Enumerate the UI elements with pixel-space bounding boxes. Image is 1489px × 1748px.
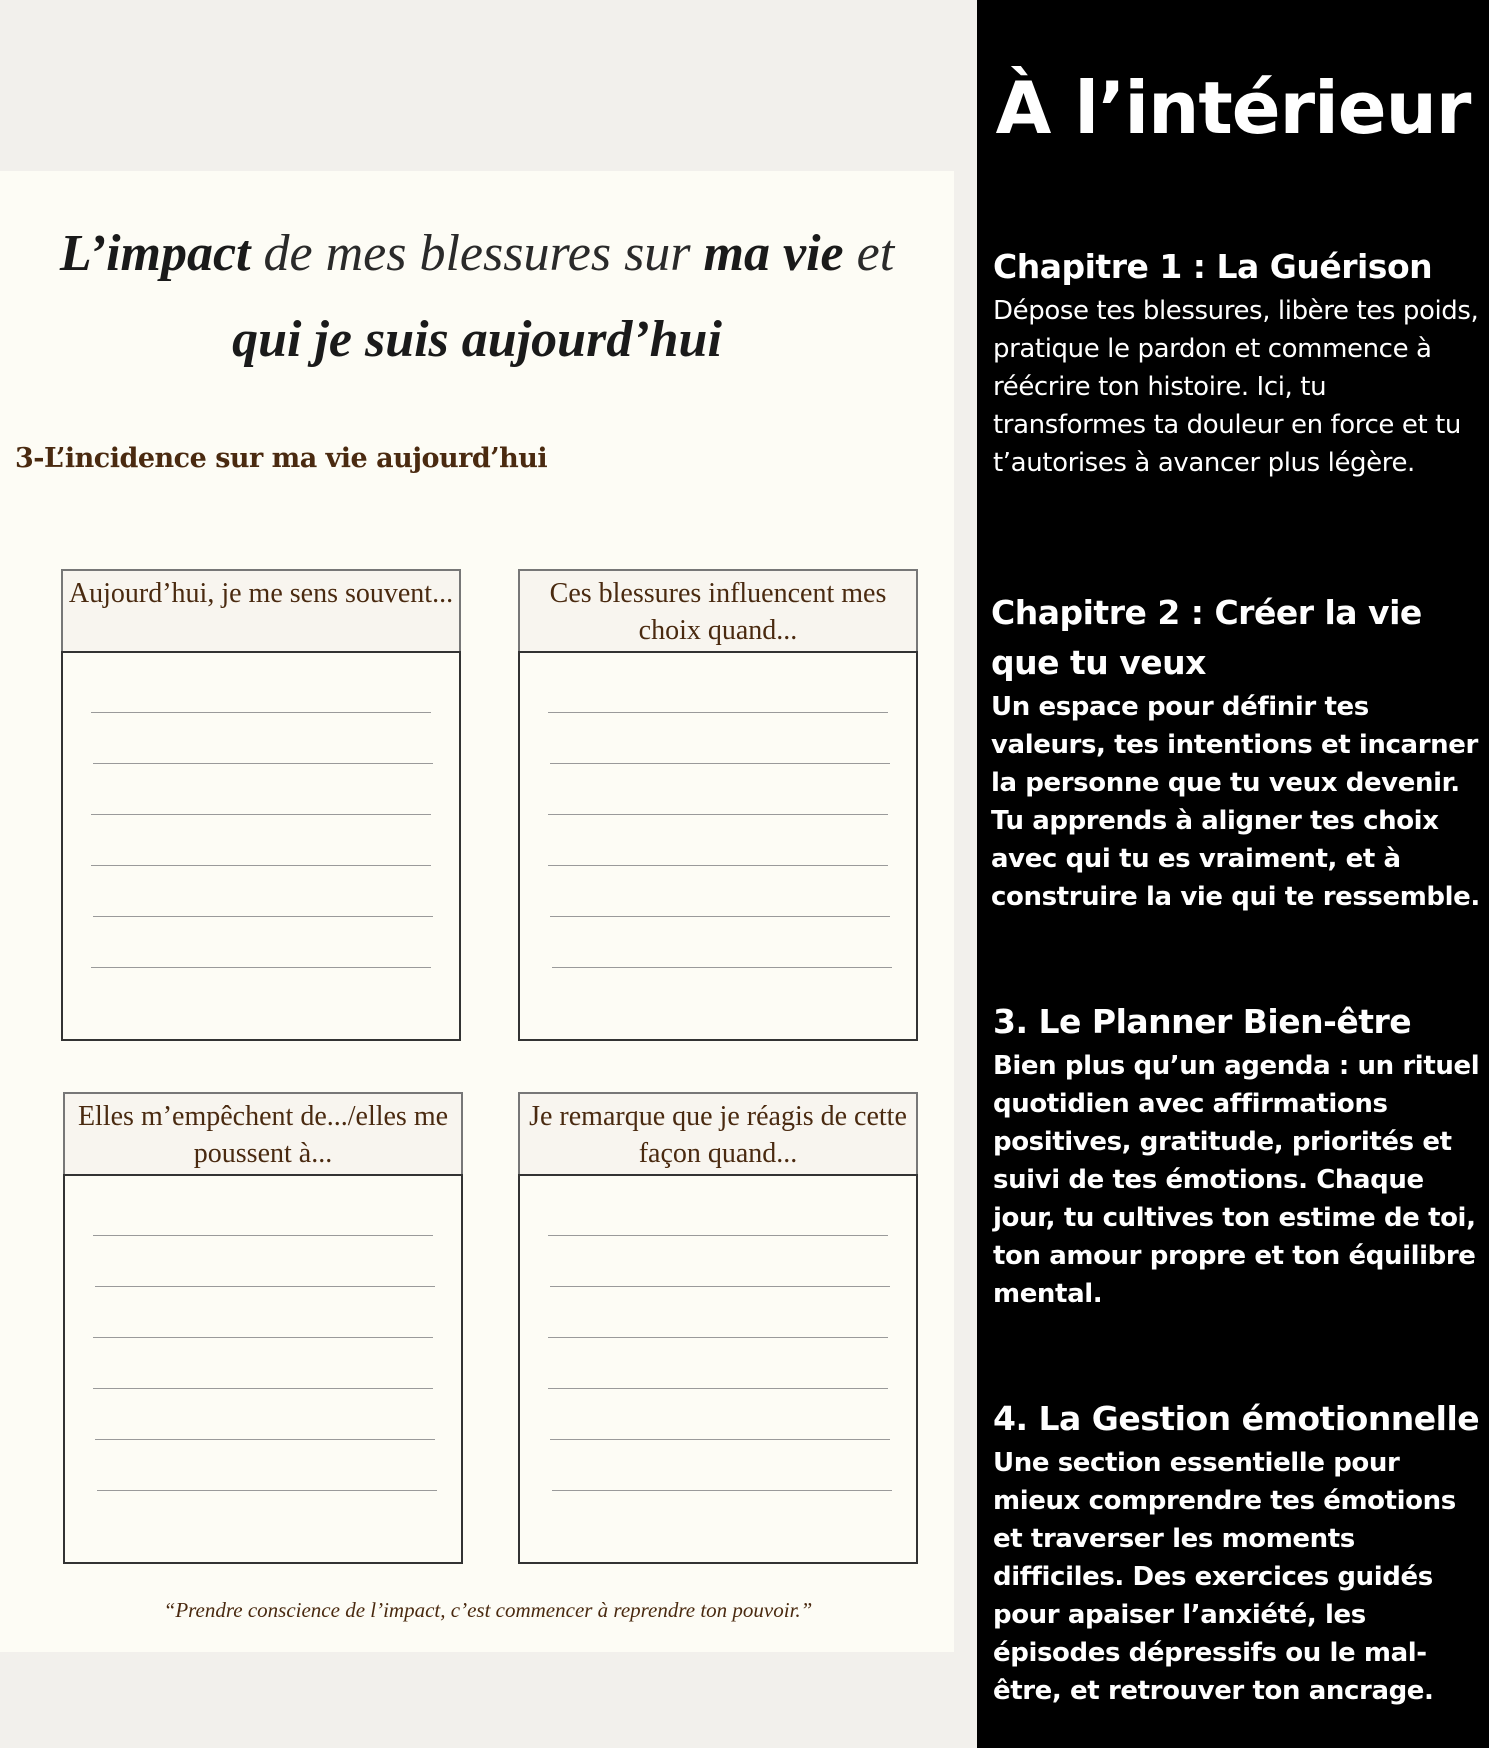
prompt-box-header: Je remarque que je réagis de cette façon quand... [518, 1092, 918, 1174]
writing-line [93, 1388, 433, 1389]
prompt-box [61, 569, 461, 1039]
chapter-heading: Chapitre 1 : La Guérison [993, 247, 1433, 286]
section-subtitle: 3-L’incidence sur ma vie aujourd’hui [15, 443, 548, 474]
writing-line [91, 967, 431, 968]
footer-quote: “Prendre conscience de l’impact, c’est commencer à reprendre ton pouvoir.” [163, 1598, 813, 1622]
writing-line [548, 1388, 888, 1389]
title-part-impact: L’impact [59, 225, 251, 282]
prompt-box-header: Aujourd’hui, je me sens souvent... [61, 569, 461, 651]
writing-area[interactable] [518, 1174, 918, 1564]
sidebar-title: À l’intérieur [995, 66, 1471, 150]
writing-line [93, 916, 433, 917]
writing-area[interactable] [61, 651, 461, 1041]
writing-line [548, 1337, 888, 1338]
title-part-ma-vie: ma vie [703, 225, 844, 282]
writing-line [552, 1490, 892, 1491]
writing-line [91, 712, 431, 713]
writing-line [93, 763, 433, 764]
chapter-description: Une section essentielle pour mieux comprendre tes émotions et traverser les moments difficiles. Des exercices guidés pour apaiser l’anxiété, les épisodes dépressifs ou le mal-être, et retrouver ton ancrage. [993, 1448, 1456, 1706]
chapter-heading: 3. Le Planner Bien-être [993, 1002, 1412, 1041]
writing-line [550, 1286, 890, 1287]
chapter-description: Dépose tes blessures, libère tes poids, pratique le pardon et commence à réécrire ton histoire. Ici, tu transformes ta douleur en force et tu t’autorises à avancer plus légère. [993, 296, 1479, 478]
writing-line [93, 1235, 433, 1236]
prompt-box [518, 569, 918, 1039]
chapter-2 [991, 588, 1481, 916]
chapter-description: Bien plus qu’un agenda : un rituel quotidien avec affirmations positives, gratitude, priorités et suivi de tes émotions. Chaque jour, tu cultives ton estime de toi, ton amour propre et ton équilibre mental. [993, 1051, 1480, 1309]
writing-line [550, 1439, 890, 1440]
writing-line [95, 1286, 435, 1287]
contents-sidebar [977, 0, 1489, 1748]
title-part-blessures: de mes blessures sur [250, 225, 704, 282]
chapter-heading: 4. La Gestion émotionnelle [993, 1399, 1480, 1438]
writing-area[interactable] [518, 651, 918, 1041]
writing-line [550, 916, 890, 917]
writing-line [548, 814, 888, 815]
chapter-heading: Chapitre 2 : Créer la vie que tu veux [991, 593, 1422, 682]
writing-line [97, 1490, 437, 1491]
writing-line [93, 1337, 433, 1338]
title-part-qui-je-suis: qui je suis aujourd’hui [232, 311, 722, 368]
chapter-description: Un espace pour définir tes valeurs, tes intentions et incarner la personne que tu veux devenir. Tu apprends à aligner tes choix avec qui tu es vraiment, et à construire la vie qui te ressemble. [991, 692, 1480, 912]
prompt-box-header: Elles m’empêchent de.../elles me poussent à... [63, 1092, 463, 1174]
writing-line [550, 763, 890, 764]
writing-line [552, 967, 892, 968]
writing-line [548, 1235, 888, 1236]
writing-line [95, 1439, 435, 1440]
prompt-box [518, 1092, 918, 1562]
writing-area[interactable] [63, 1174, 463, 1564]
title-part-et: et [843, 225, 895, 282]
worksheet-title [0, 211, 954, 383]
prompt-box [63, 1092, 463, 1562]
writing-line [91, 814, 431, 815]
writing-line [548, 712, 888, 713]
chapter-3 [993, 997, 1483, 1313]
prompt-box-header: Ces blessures influencent mes choix quand... [518, 569, 918, 651]
writing-line [91, 865, 431, 866]
worksheet-page [0, 171, 954, 1652]
chapter-1 [993, 242, 1483, 482]
writing-line [548, 865, 888, 866]
chapter-4 [993, 1394, 1483, 1710]
